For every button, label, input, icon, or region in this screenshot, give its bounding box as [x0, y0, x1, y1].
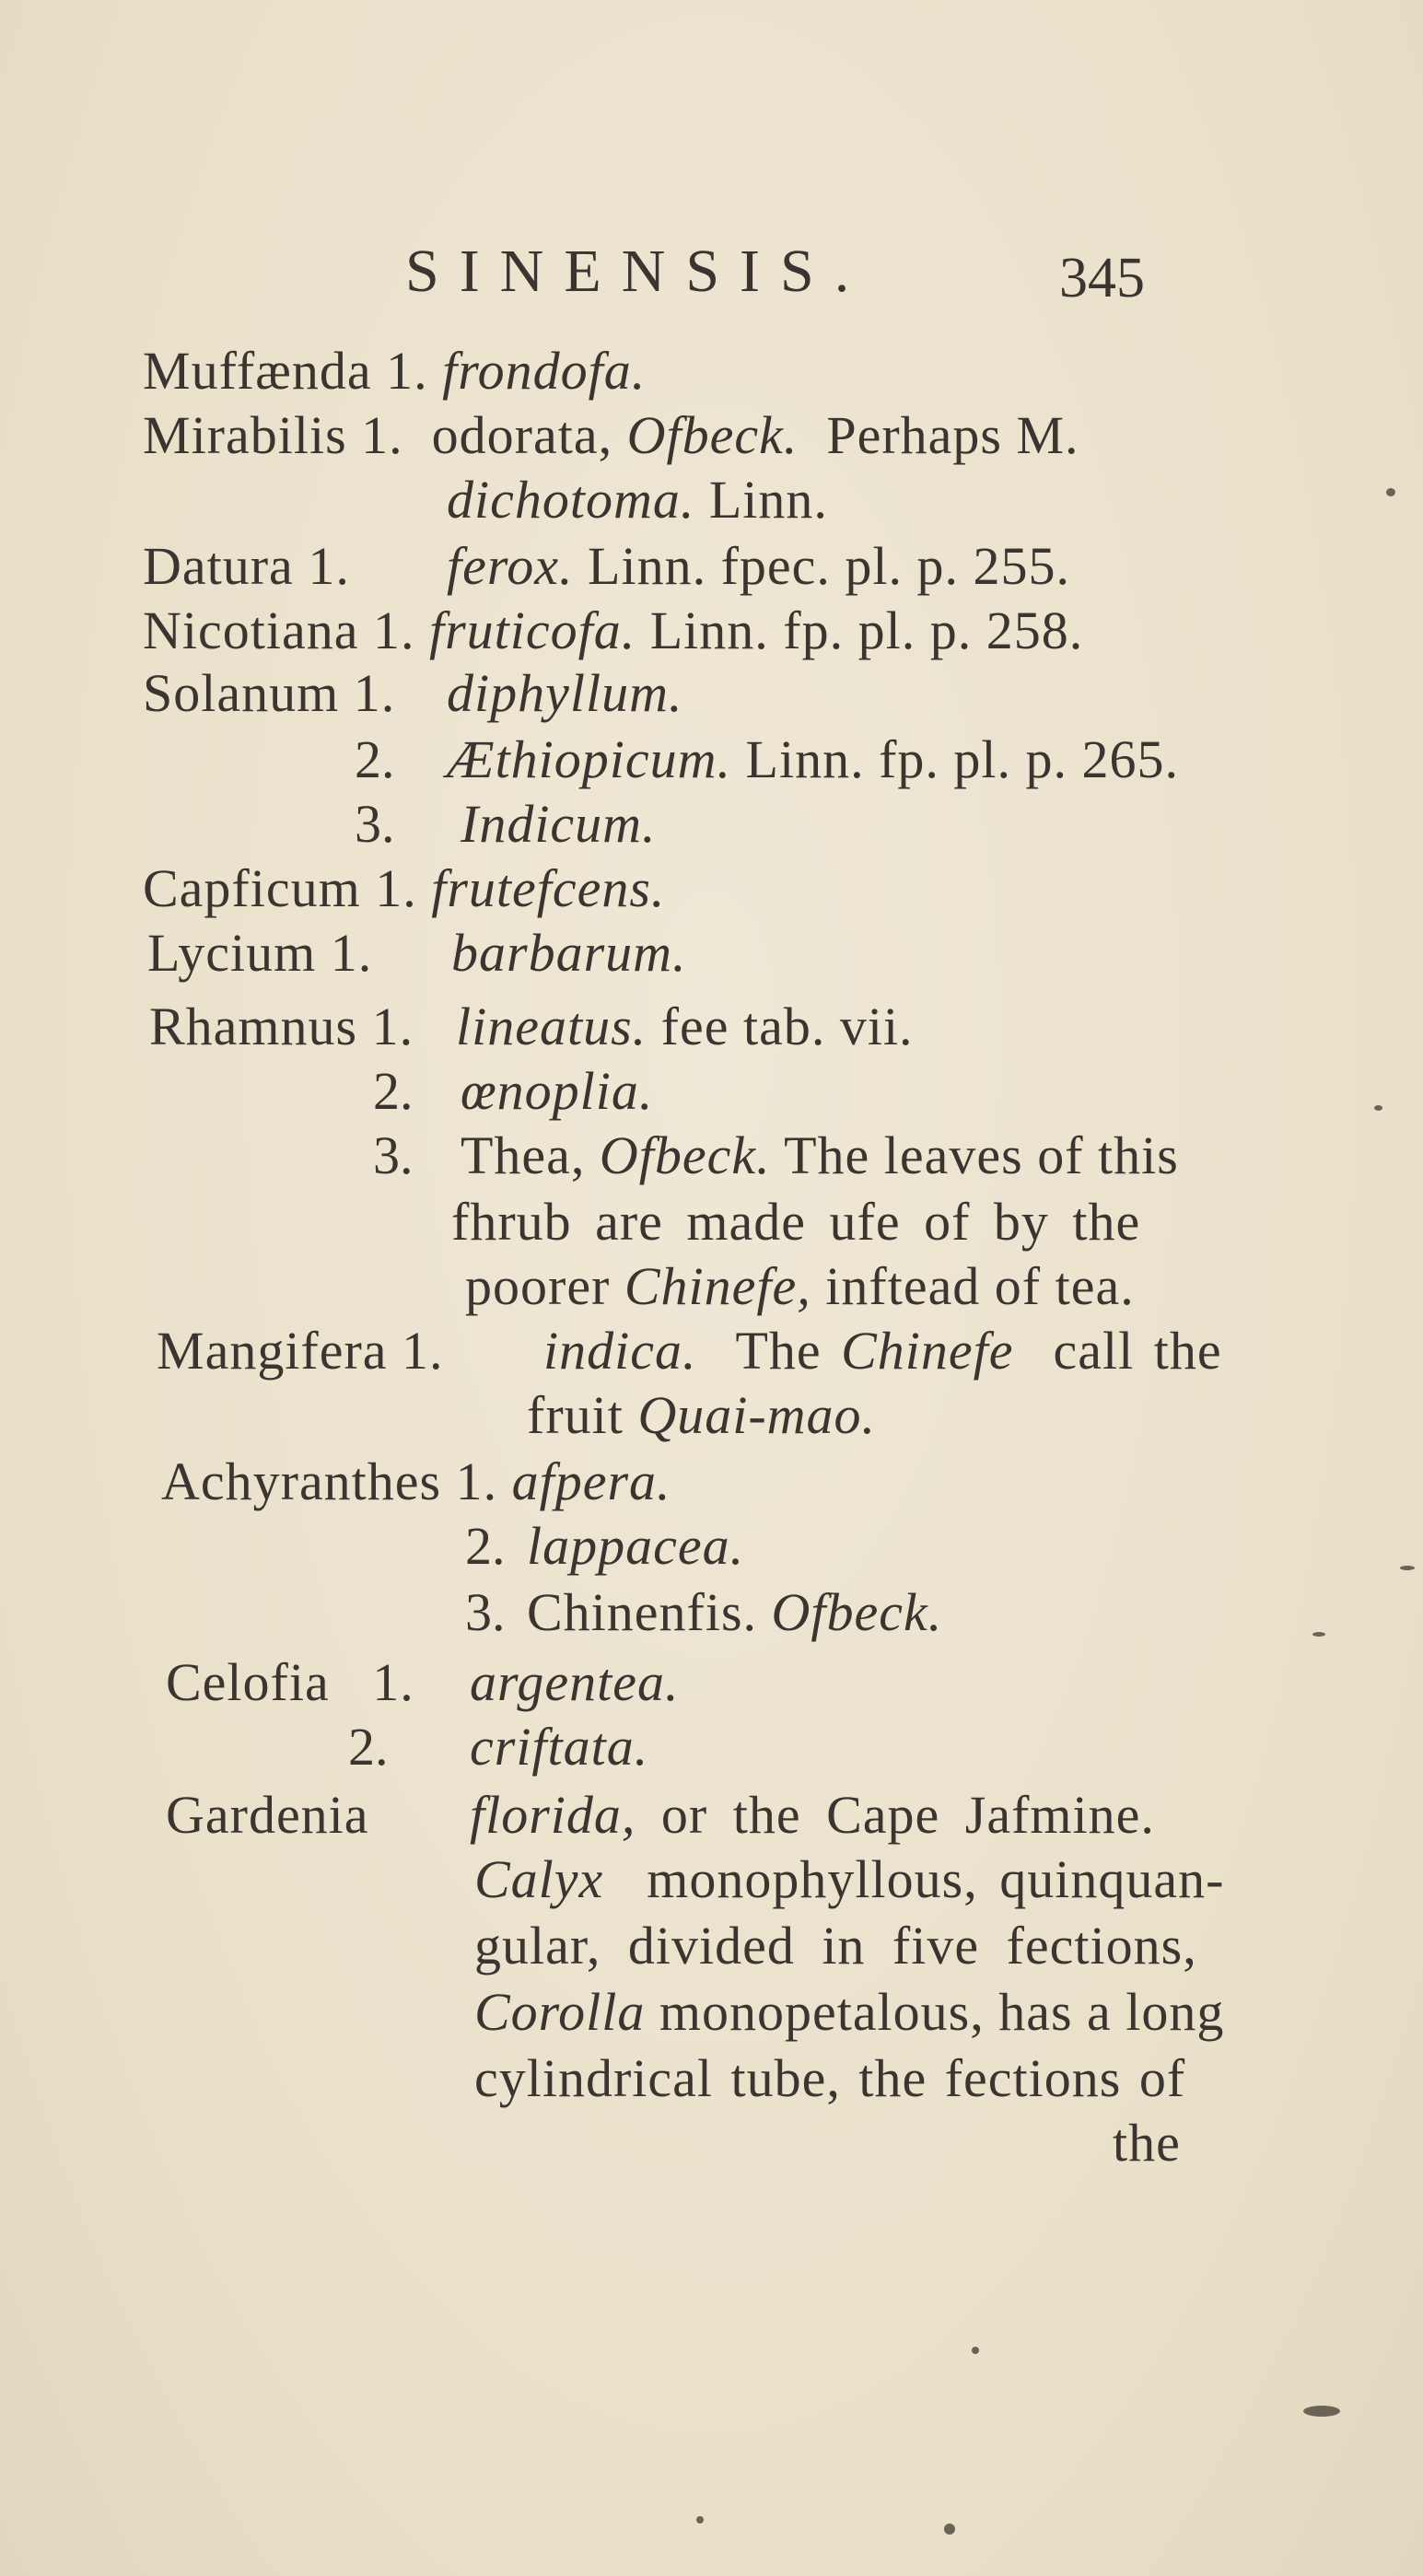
paper-speck: [1400, 1566, 1415, 1570]
vernacular-name: Quai-mao.: [637, 1385, 877, 1445]
reference: Linn. fp. pl. p. 258.: [649, 600, 1084, 660]
description: monopetalous, has a long: [659, 1982, 1225, 2042]
entry-number: 1.: [330, 923, 373, 983]
species-name: frondofa.: [442, 341, 647, 401]
entry-gardenia-desc-1: [474, 1847, 1224, 1912]
catchword: [1113, 2111, 1181, 2175]
species-name: afpera.: [511, 1451, 671, 1511]
reference: Linn. fpec. pl. p. 255.: [588, 536, 1070, 596]
entry-number: 1.: [455, 1451, 498, 1511]
paper-speck: [944, 2524, 955, 2535]
entry-number: 2.: [373, 1061, 414, 1121]
entry-datura-species: [447, 534, 1070, 599]
entry-solanum-species: [447, 661, 682, 726]
entry-lycium-species: [451, 921, 687, 985]
description: The: [735, 1321, 822, 1381]
entry-number: 1.: [308, 536, 350, 596]
entry-number: 3.: [465, 1582, 506, 1642]
species-name: Thea,: [461, 1125, 586, 1185]
description-ethnonym: Chinefe: [841, 1321, 1014, 1381]
species-name: œnoplia.: [461, 1061, 654, 1121]
genus-name: Mirabilis: [143, 405, 347, 465]
genus-name: Gardenia: [166, 1785, 369, 1845]
description-ethnonym: Chinefe,: [624, 1256, 811, 1316]
entry-rhamnus-2: [461, 1059, 653, 1124]
description: gular, divided in five fections,: [474, 1916, 1197, 1976]
genus-name: Datura: [143, 536, 294, 596]
paper-speck: [696, 2516, 704, 2524]
paper-speck: [1386, 488, 1395, 496]
species-name: frutefcens.: [431, 858, 666, 918]
species-name: florida,: [470, 1785, 636, 1845]
species-name: argentea.: [470, 1652, 680, 1712]
entry-number: 2.: [465, 1516, 506, 1576]
entry-gardenia-desc-4: [474, 2046, 1185, 2111]
note-authority: Linn.: [708, 470, 828, 530]
entry-lycium: [147, 921, 372, 985]
paper-speck: [972, 2347, 979, 2354]
entry-celofia: [166, 1650, 414, 1715]
entry-mangifera-desc: [527, 1383, 876, 1448]
entry-mirabilis: [143, 403, 1079, 468]
entry-number: 2.: [348, 1717, 389, 1777]
entry-gardenia-desc-2: [474, 1914, 1197, 1978]
entry-number: 1.: [386, 341, 428, 401]
species-name: lineatus.: [456, 997, 647, 1056]
species-name: odorata,: [431, 405, 613, 465]
authority: Ofbeck.: [599, 1125, 771, 1185]
entry-mangifera-species: [543, 1319, 1222, 1383]
description: fruit: [527, 1385, 624, 1445]
paper-speck: [1312, 1632, 1325, 1637]
genus-name: Mangifera: [157, 1321, 388, 1381]
note-species: dichotoma.: [447, 470, 695, 530]
entry-number: 1.: [353, 663, 396, 723]
entry-datura: [143, 534, 350, 599]
genus-name: Solanum: [143, 663, 340, 723]
entry-number: 1.: [371, 997, 414, 1056]
running-title: SINENSIS.: [405, 238, 870, 305]
entry-muffaenda: [143, 339, 646, 403]
species-name: fruticofa.: [428, 600, 636, 660]
species-name: Æthiopicum.: [447, 729, 732, 789]
genus-name: Achyranthes: [161, 1451, 442, 1511]
entry-number: 1.: [361, 405, 403, 465]
entry-nicotiana: [143, 599, 1083, 663]
description-term: Calyx: [474, 1849, 604, 1909]
description: The leaves of this: [784, 1125, 1179, 1185]
species-name: barbarum.: [451, 923, 687, 983]
reference: Linn. fp. pl. p. 265.: [745, 729, 1180, 789]
entry-solanum-3: [461, 792, 657, 857]
entry-mirabilis-cont: [447, 468, 828, 532]
entry-capficum: [143, 857, 665, 921]
species-name: criftata.: [470, 1717, 649, 1777]
species-name: diphyllum.: [447, 663, 683, 723]
species-name: ferox.: [447, 536, 574, 596]
reference: fee tab. vii.: [660, 997, 914, 1056]
entry-solanum: [143, 661, 395, 726]
paper-speck: [1303, 2406, 1340, 2417]
entry-achyranthes: [161, 1450, 671, 1514]
genus-name: Muffænda: [143, 341, 372, 401]
authority: Ofbeck.: [626, 405, 799, 465]
species-name: lappacea.: [527, 1516, 745, 1576]
description: poorer: [465, 1256, 611, 1316]
entry-number: 1.: [375, 858, 417, 918]
genus-name: Celofia: [166, 1652, 330, 1712]
genus-name: Lycium: [147, 923, 317, 983]
species-name: indica.: [543, 1321, 697, 1381]
entry-rhamnus: [149, 995, 414, 1059]
description: call the: [1053, 1321, 1222, 1381]
entry-solanum-2: [447, 728, 1179, 792]
entry-number: 1.: [372, 600, 415, 660]
genus-name: Nicotiana: [143, 600, 359, 660]
entry-number: 2.: [355, 729, 395, 789]
note: Perhaps M.: [826, 405, 1079, 465]
paper-speck: [1374, 1105, 1382, 1111]
entry-rhamnus-3-desc: [451, 1190, 1140, 1254]
entry-celofia-species: [470, 1650, 680, 1715]
description: cylindrical tube, the fections of: [474, 2048, 1186, 2108]
entry-number: 3.: [373, 1125, 414, 1185]
entry-rhamnus-species: [456, 995, 914, 1059]
entry-celofia-2: [470, 1715, 648, 1779]
species-name: Indicum.: [461, 794, 657, 854]
genus-name: Rhamnus: [149, 997, 358, 1056]
description: fhrub are made ufe of by the: [451, 1192, 1141, 1252]
catchword-text: the: [1113, 2113, 1181, 2173]
entry-rhamnus-3: [461, 1124, 1179, 1188]
entry-number: 1.: [402, 1321, 444, 1381]
entry-achyranthes-3: [527, 1580, 942, 1645]
genus-name: Capficum: [143, 858, 361, 918]
entry-rhamnus-3-desc2: [465, 1254, 1135, 1319]
entry-number: 3.: [355, 794, 395, 854]
entry-achyranthes-2: [527, 1514, 744, 1579]
entry-gardenia: [166, 1783, 369, 1847]
authority: Ofbeck.: [771, 1582, 943, 1642]
species-name: Chinenfis.: [527, 1582, 758, 1642]
description: monophyllous, quinquan-: [647, 1849, 1225, 1909]
entry-gardenia-species: [470, 1783, 1155, 1847]
description: or the Cape Jafmine.: [660, 1785, 1155, 1845]
page-number: 345: [1059, 247, 1145, 309]
entry-number: 1.: [372, 1652, 414, 1712]
description-term: Corolla: [474, 1982, 646, 2042]
entry-mangifera: [157, 1319, 444, 1383]
entry-gardenia-desc-3: [474, 1980, 1224, 2045]
description: inftead of tea.: [825, 1256, 1135, 1316]
